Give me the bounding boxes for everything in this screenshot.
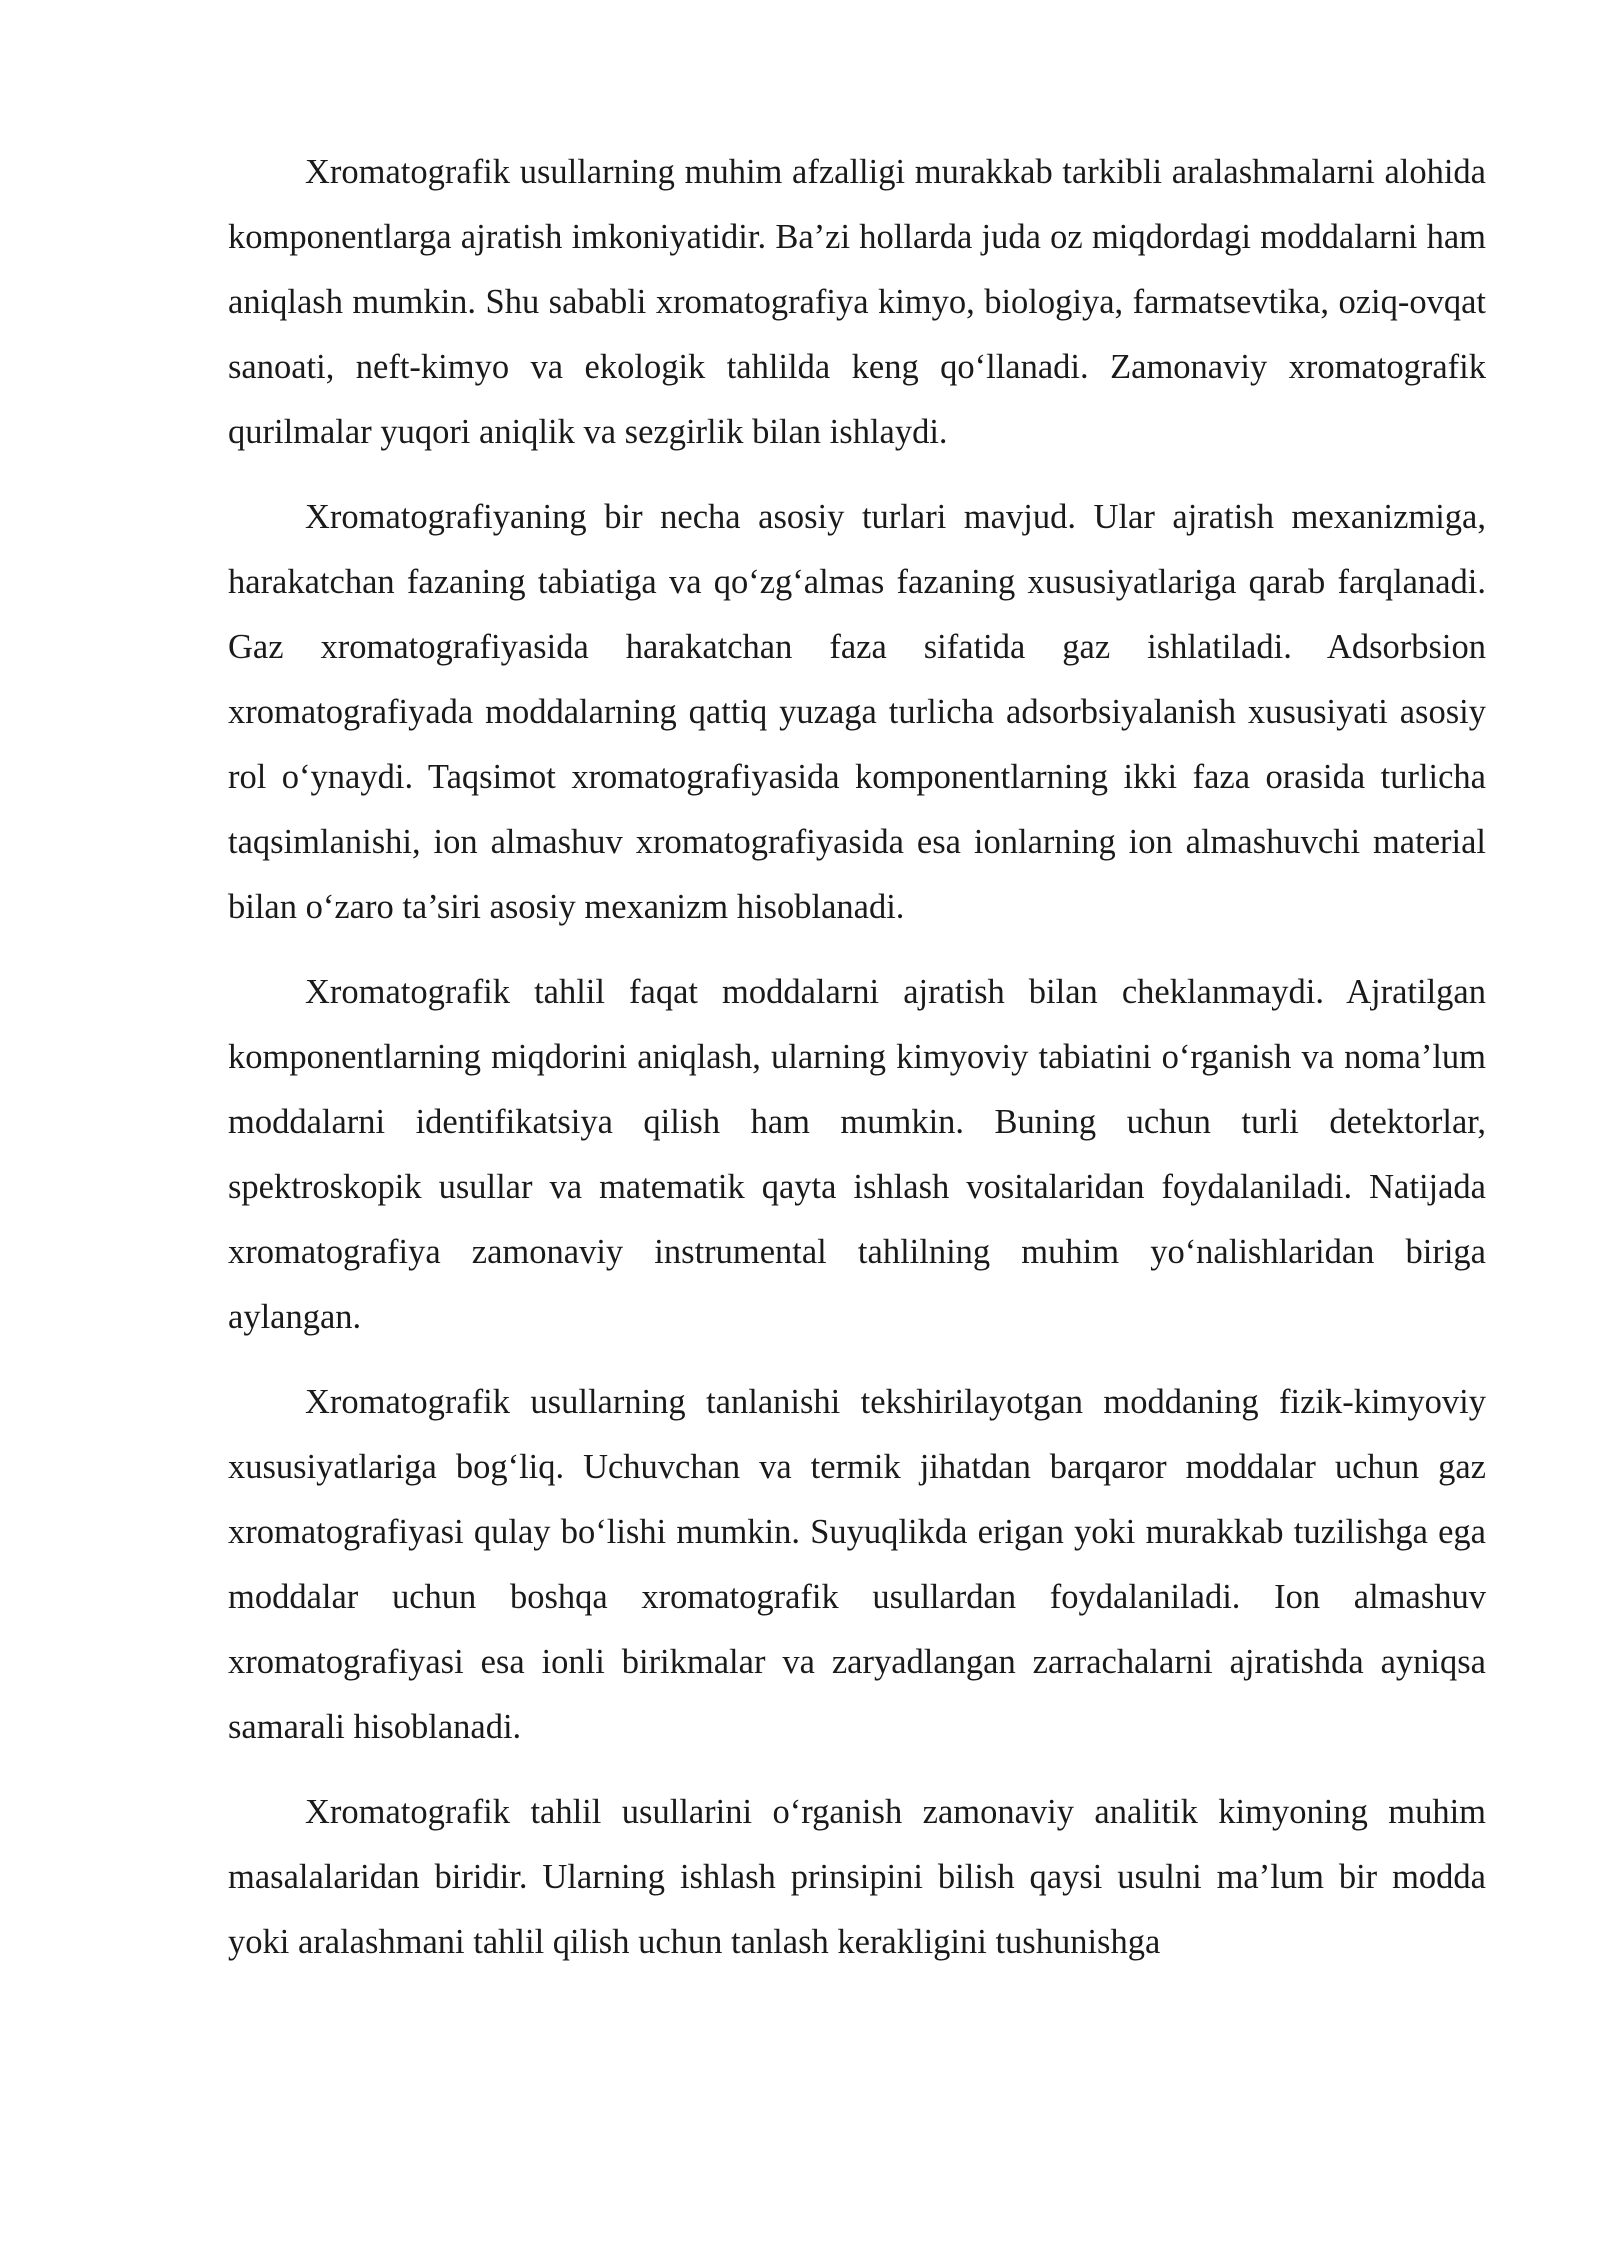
paragraph-2: Xromatografiyaning bir necha asosiy turlari mavjud. Ular ajratish mexanizmiga, harakatchan fazaning tabiatiga va qo‘zg‘almas fazaning xususiyatlariga qarab farqlanadi. Gaz xromatografiyasida harakatchan faza sifatida gaz ishlatiladi. Adsorbsion xromatografiyada moddalarning qattiq yuzaga turlicha adsorbsiyalanish xususiyati asosiy rol o‘ynaydi. Taqsimot xromatografiyasida komponentlarning ikki faza orasida turlicha taqsimlanishi, ion almashuv xromatografiyasida esa ionlarning ion almashuvchi material bilan o‘zaro ta’siri asosiy mexanizm hisoblanadi. [228,498,1486,926]
paragraph-5: Xromatografik tahlil usullarini o‘rganish zamonaviy analitik kimyoning muhim masalalaridan biridir. Ularning ishlash prinsipini bilish qaysi usulni ma’lum bir modda yoki aralashmani tahlil qilish uchun tanlash kerakligini tushunishga [228,1793,1486,1961]
paragraph-3: Xromatografik tahlil faqat moddalarni ajratish bilan cheklanmaydi. Ajratilgan komponentlarning miqdorini aniqlash, ularning kimyoviy tabiatini o‘rganish va noma’lum moddalarni identifikatsiya qilish ham mumkin. Buning uchun turli detektorlar, spektroskopik usullar va matematik qayta ishlash vositalaridan foydalaniladi. Natijada xromatografiya zamonaviy instrumental tahlilning muhim yo‘nalishlaridan biriga aylangan. [228,973,1486,1336]
paragraph-4: Xromatografik usullarning tanlanishi tekshirilayotgan moddaning fizik-kimyoviy xususiyatlariga bog‘liq. Uchuvchan va termik jihatdan barqaror moddalar uchun gaz xromatografiyasi qulay bo‘lishi mumkin. Suyuqlikda erigan yoki murakkab tuzilishga ega moddalar uchun boshqa xromatografik usullardan foydalaniladi. Ion almashuv xromatografiyasi esa ionli birikmalar va zaryadlangan zarrachalarni ajratishda ayniqsa samarali hisoblanadi. [228,1383,1486,1746]
paragraph-1: Xromatografik usullarning muhim afzalligi murakkab tarkibli aralashmalarni alohida komponentlarga ajratish imkoniyatidir. Ba’zi hollarda juda oz miqdordagi moddalarni ham aniqlash mumkin. Shu sababli xromatografiya kimyo, biologiya, farmatsevtika, oziq-ovqat sanoati, neft-kimyo va ekologik tahlilda keng qo‘llanadi. Zamonaviy xromatografik qurilmalar yuqori aniqlik va sezgirlik bilan ishlaydi. [228,153,1486,451]
document-page [228,140,1486,1995]
